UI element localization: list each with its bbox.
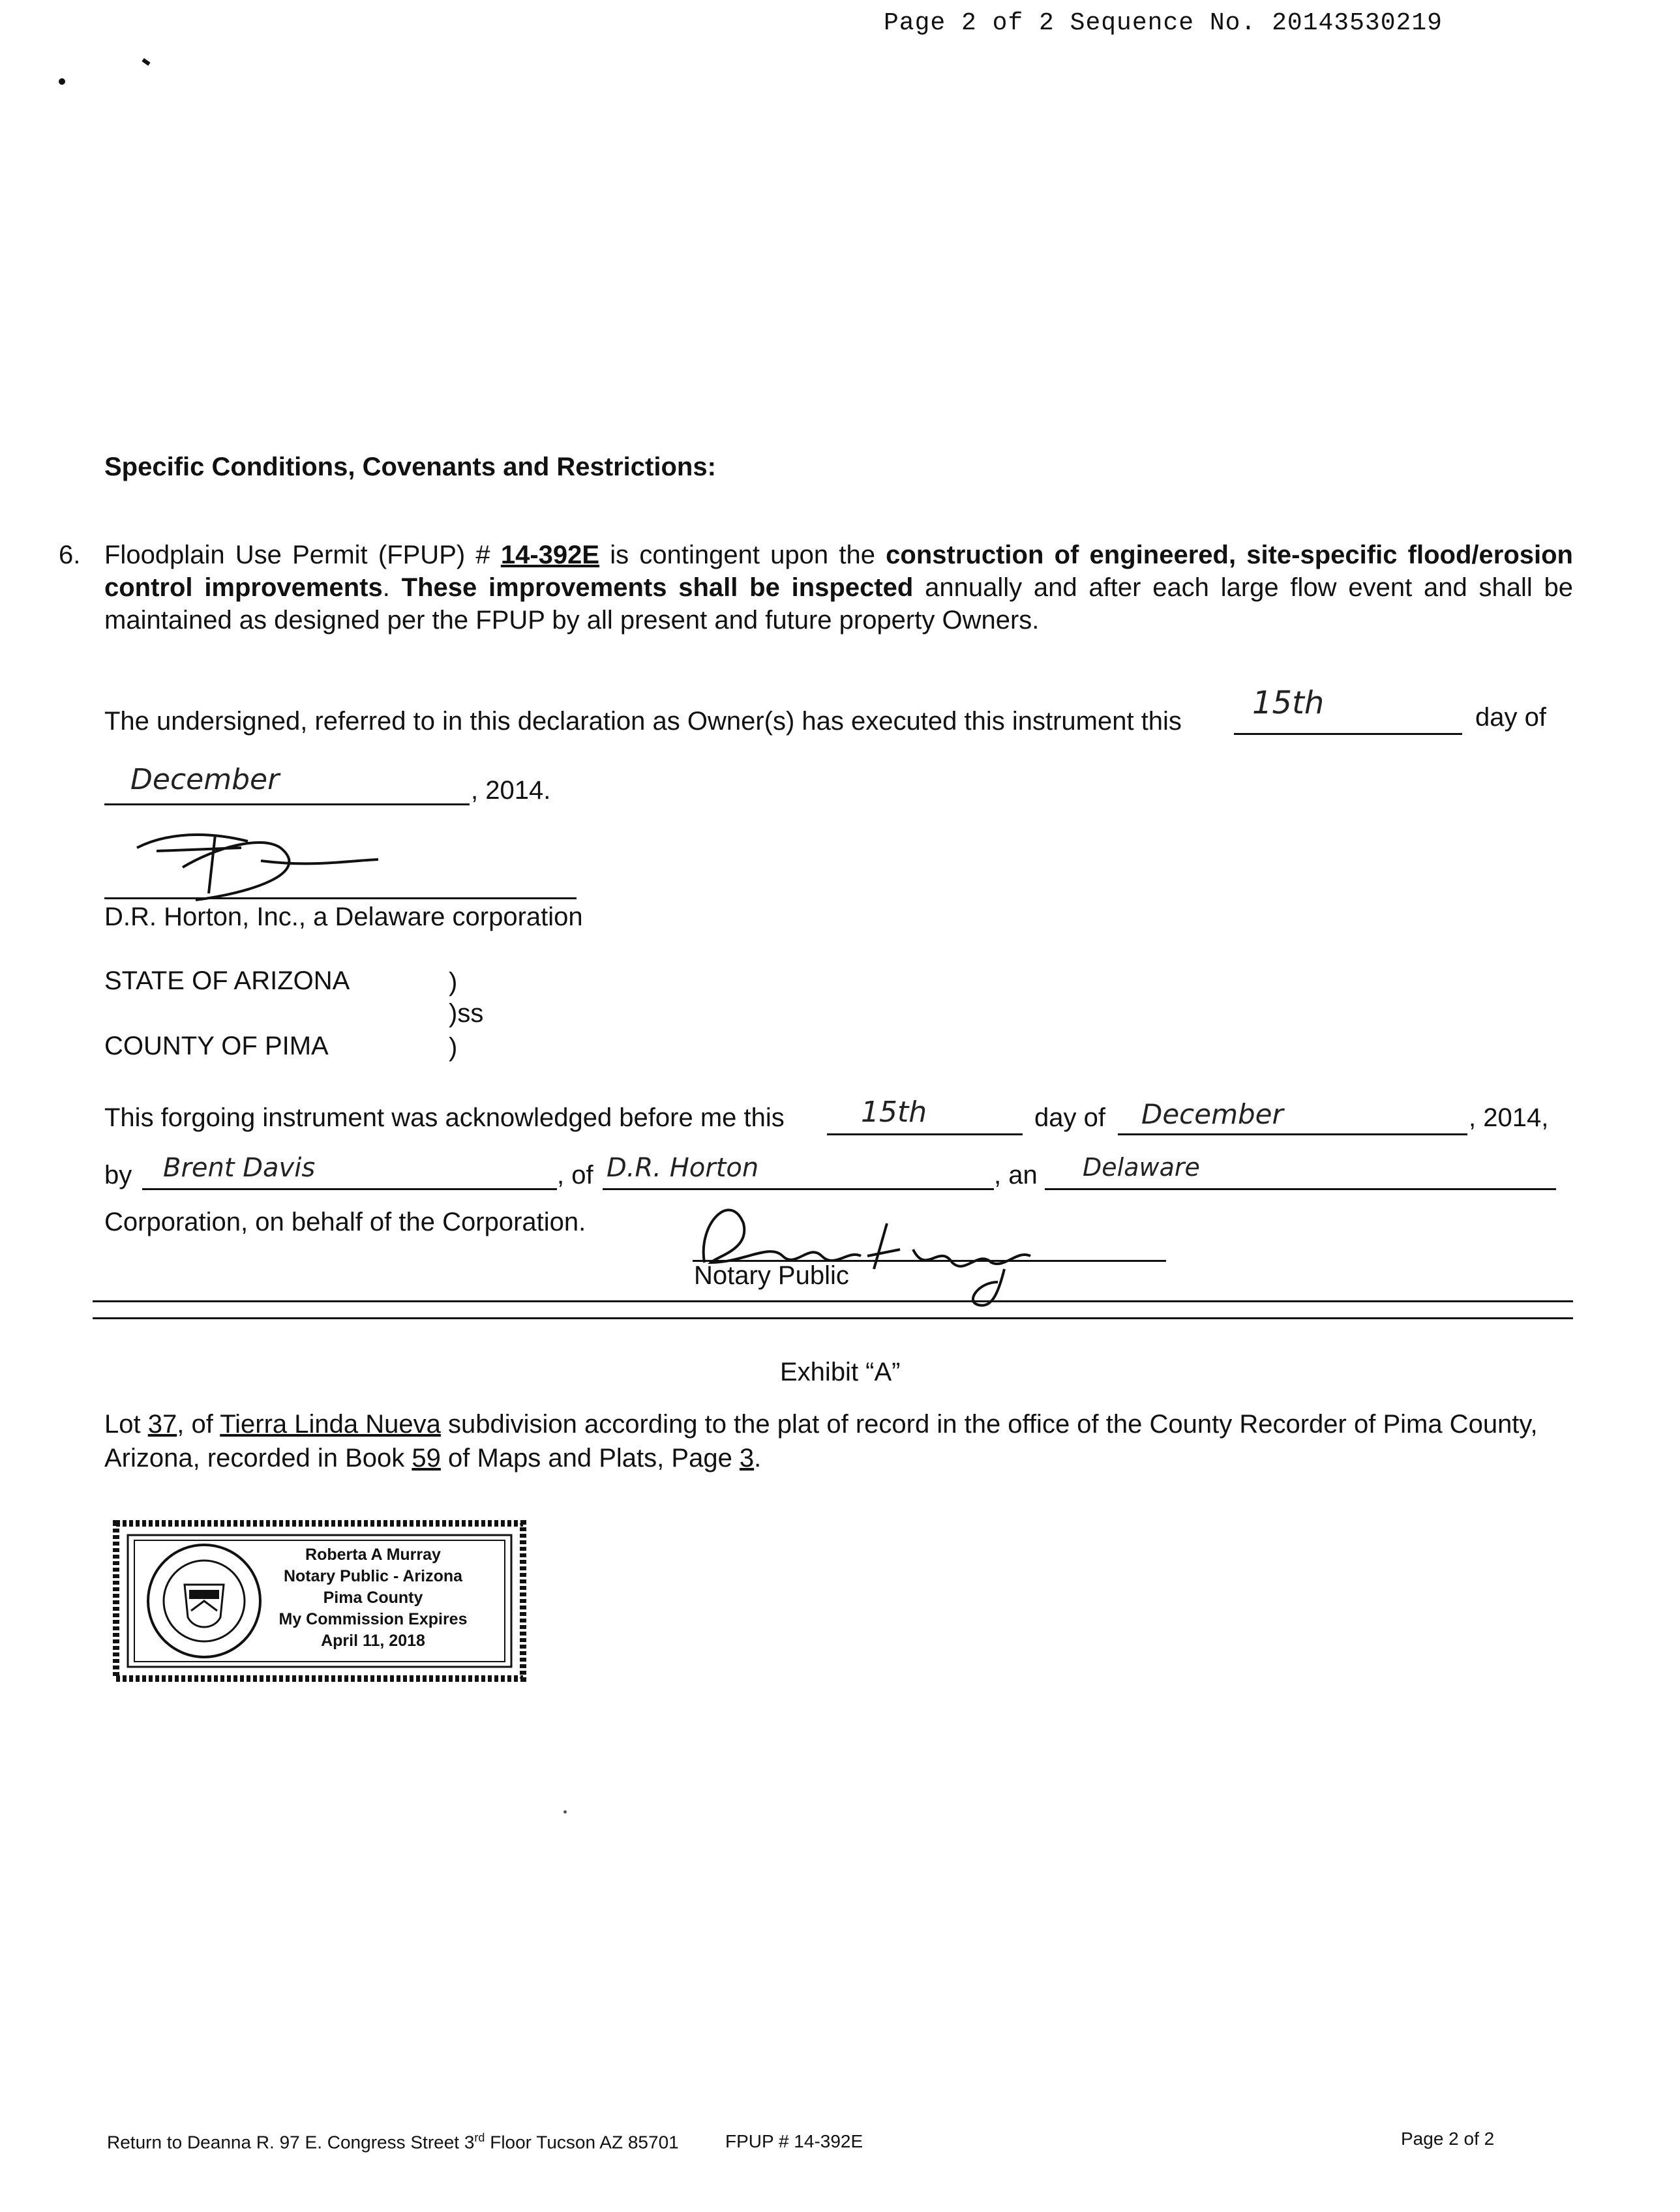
execution-day-line — [1234, 733, 1462, 735]
venue-paren-2: ) — [449, 1033, 458, 1062]
owner-name: D.R. Horton, Inc., a Delaware corporation — [104, 903, 583, 931]
notary-stamp-text — [256, 1544, 490, 1652]
execution-month-handwritten: December — [130, 763, 280, 796]
exhibit-legal-description: Lot 37, of Tierra Linda Nueva subdivision according to the plat of record in the office of the County Recorder of Pima County, Arizona, recorded in Book 59 of Maps and Plats, Page 3. — [104, 1410, 1538, 1472]
ack-an-line — [1045, 1188, 1556, 1190]
ack-an-label: , an — [994, 1161, 1038, 1189]
footer-fpup: FPUP # 14-392E — [725, 2131, 863, 2151]
venue-ss: )ss — [449, 999, 484, 1028]
execution-month-line — [104, 803, 470, 805]
ack-by-handwritten: Brent Davis — [163, 1153, 316, 1183]
execution-text: The undersigned, referred to in this declaration as Owner(s) has executed this instrument this — [104, 707, 1182, 736]
book-number: 59 — [412, 1444, 441, 1472]
ack-year: , 2014, — [1469, 1103, 1549, 1132]
condition-number: 6. — [59, 541, 81, 569]
page-number: 3 — [739, 1444, 755, 1472]
execution-day-handwritten: 15th — [1252, 685, 1325, 721]
ack-by-line — [142, 1188, 557, 1190]
notary-stamp — [112, 1519, 527, 1682]
ack-of-label: , of — [557, 1161, 593, 1189]
arizona-seal — [142, 1539, 266, 1663]
ack-by-label: by — [104, 1161, 132, 1189]
ack-month-handwritten: December — [1141, 1098, 1283, 1130]
ack-corporation-text: Corporation, on behalf of the Corporation. — [104, 1208, 586, 1236]
execution-day-of: day of — [1475, 703, 1546, 732]
notary-signature — [691, 1184, 1043, 1315]
scan-speck — [59, 78, 65, 85]
venue-county: COUNTY OF PIMA — [104, 1032, 329, 1060]
condition-6-paragraph: 6. Floodplain Use Permit (FPUP) # 14-392E is contingent upon the construction of engineered, site-specific flood/erosion control improvements. These improvements shall be inspected annually and after each large flow event and shall be maintained as designed per the FPUP by all present and future property Owners. — [104, 539, 1573, 636]
notary-stamp-expires: April 11, 2018 — [321, 1632, 425, 1650]
owner-signature — [117, 822, 391, 906]
ack-month-line — [1118, 1133, 1467, 1135]
divider-rule-bottom — [93, 1317, 1573, 1319]
notary-stamp-commission: My Commission Expires — [278, 1610, 468, 1628]
ack-day-line — [827, 1133, 1023, 1135]
acknowledgment-text: This forgoing instrument was acknowledged before me this — [104, 1103, 785, 1132]
notary-public-label: Notary Public — [694, 1261, 849, 1290]
ack-day-handwritten: 15th — [861, 1096, 927, 1129]
venue-state: STATE OF ARIZONA — [104, 966, 350, 995]
footer-return-address: Return to Deanna R. 97 E. Congress Street 3rd Floor Tucson AZ 85701 — [107, 2131, 679, 2153]
scan-speck — [142, 58, 150, 66]
page-sequence-header: Page 2 of 2 Sequence No. 20143530219 — [884, 9, 1443, 37]
owner-signature-line — [104, 897, 577, 899]
notary-stamp-county: Pima County — [323, 1589, 423, 1607]
divider-rule-top — [93, 1300, 1573, 1302]
notary-stamp-title: Notary Public - Arizona — [283, 1567, 463, 1585]
subdivision-name: Tierra Linda Nueva — [220, 1410, 441, 1439]
venue-paren-1: ) — [449, 968, 458, 996]
section-title: Specific Conditions, Covenants and Restrictions: — [104, 453, 716, 481]
ack-day-of: day of — [1034, 1103, 1105, 1132]
ack-an-handwritten: Delaware — [1083, 1153, 1200, 1182]
notary-stamp-name: Roberta A Murray — [305, 1546, 441, 1564]
ack-of-handwritten: D.R. Horton — [607, 1153, 759, 1183]
scan-speck — [563, 1810, 567, 1814]
exhibit-title: Exhibit “A” — [780, 1358, 901, 1386]
execution-year: , 2014. — [471, 776, 551, 805]
permit-number: 14-392E — [500, 541, 600, 569]
footer-page-number: Page 2 of 2 — [1401, 2129, 1495, 2149]
lot-number: 37 — [147, 1410, 177, 1439]
